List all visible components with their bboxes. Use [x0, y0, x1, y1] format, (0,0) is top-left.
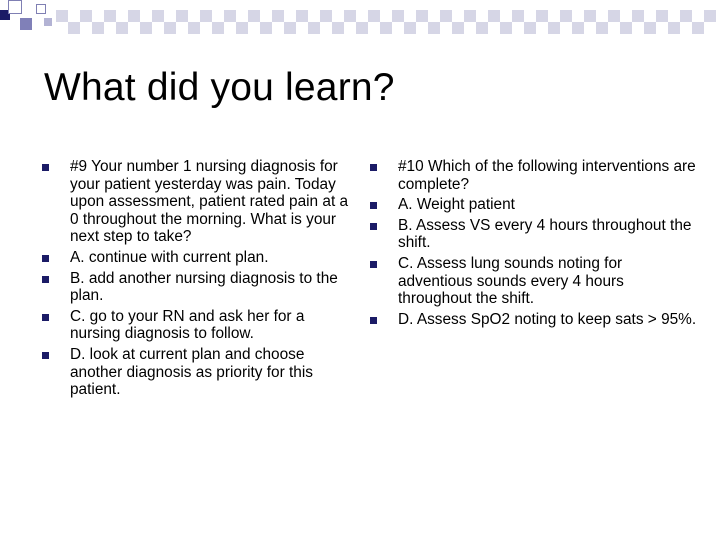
- band-cell: [248, 22, 260, 34]
- band-cell: [128, 10, 140, 22]
- band-cell: [176, 22, 188, 34]
- band-cell: [656, 10, 668, 22]
- band-cell: [104, 10, 116, 22]
- band-cell: [428, 10, 440, 22]
- band-cell: [56, 22, 68, 34]
- band-row: [56, 10, 720, 22]
- band-cell: [320, 10, 332, 22]
- square-bullet-icon: [42, 164, 49, 171]
- header-band: [56, 10, 720, 34]
- band-cell: [344, 10, 356, 22]
- band-cell: [80, 10, 92, 22]
- band-cell: [140, 10, 152, 22]
- band-cell: [176, 10, 188, 22]
- band-cell: [524, 10, 536, 22]
- square-bullet-icon: [370, 164, 377, 171]
- band-cell: [152, 10, 164, 22]
- band-cell: [536, 10, 548, 22]
- band-cell: [404, 10, 416, 22]
- band-cell: [596, 22, 608, 34]
- band-cell: [644, 22, 656, 34]
- bullet-item: [41, 270, 353, 305]
- band-cell: [116, 22, 128, 34]
- band-cell: [476, 10, 488, 22]
- band-cell: [92, 10, 104, 22]
- band-cell: [572, 22, 584, 34]
- band-cell: [56, 10, 68, 22]
- band-cell: [164, 10, 176, 22]
- band-cell: [296, 22, 308, 34]
- band-cell: [428, 22, 440, 34]
- slide-title: What did you learn?: [44, 66, 395, 109]
- band-cell: [212, 22, 224, 34]
- corner-square-light: [44, 18, 52, 26]
- band-cell: [404, 22, 416, 34]
- band-cell: [272, 10, 284, 22]
- band-cell: [140, 22, 152, 34]
- bullet-text: A. Weight patient: [398, 196, 515, 214]
- band-cell: [572, 10, 584, 22]
- band-cell: [500, 10, 512, 22]
- band-cell: [296, 10, 308, 22]
- right-bullet-list: [369, 158, 699, 331]
- band-cell: [272, 22, 284, 34]
- band-cell: [584, 22, 596, 34]
- band-cell: [380, 22, 392, 34]
- band-cell: [596, 10, 608, 22]
- bullet-item: [369, 217, 699, 252]
- square-bullet-icon: [42, 255, 49, 262]
- band-cell: [356, 10, 368, 22]
- band-cell: [620, 22, 632, 34]
- band-cell: [320, 22, 332, 34]
- band-cell: [488, 10, 500, 22]
- band-cell: [188, 22, 200, 34]
- bullet-text: D. look at current plan and choose another diagnosis as priority for this patient.: [70, 345, 313, 399]
- band-cell: [668, 10, 680, 22]
- band-cell: [692, 10, 704, 22]
- bullet-text: A. continue with current plan.: [70, 248, 269, 266]
- band-cell: [224, 22, 236, 34]
- bullet-item: [41, 158, 353, 246]
- bullet-item: [41, 346, 353, 399]
- band-cell: [500, 22, 512, 34]
- band-cell: [164, 22, 176, 34]
- band-cell: [68, 10, 80, 22]
- band-cell: [680, 22, 692, 34]
- bullet-text: #9 Your number 1 nursing diagnosis for your patient yesterday was pain. Today upon assessment, patient rated pain at a 0 throughout the morning. What is your next step to take?: [70, 158, 349, 246]
- band-cell: [380, 10, 392, 22]
- band-cell: [260, 22, 272, 34]
- bullet-text: #10 Which of the following interventions are complete?: [398, 158, 696, 193]
- bullet-text: B. Assess VS every 4 hours throughout the shift.: [398, 216, 692, 252]
- band-cell: [92, 22, 104, 34]
- band-cell: [632, 10, 644, 22]
- band-cell: [440, 10, 452, 22]
- band-cell: [104, 22, 116, 34]
- band-cell: [416, 22, 428, 34]
- band-cell: [356, 22, 368, 34]
- square-bullet-icon: [370, 202, 377, 209]
- band-cell: [584, 10, 596, 22]
- corner-square-outline-small: [36, 4, 46, 14]
- band-cell: [200, 22, 212, 34]
- band-cell: [116, 10, 128, 22]
- band-cell: [464, 10, 476, 22]
- band-cell: [536, 22, 548, 34]
- band-cell: [308, 22, 320, 34]
- band-cell: [656, 22, 668, 34]
- band-cell: [476, 22, 488, 34]
- square-bullet-icon: [42, 314, 49, 321]
- band-cell: [692, 22, 704, 34]
- band-cell: [284, 22, 296, 34]
- band-cell: [188, 10, 200, 22]
- band-cell: [248, 10, 260, 22]
- bullet-item: [369, 311, 699, 329]
- bullet-text: C. go to your RN and ask her for a nursing diagnosis to follow.: [70, 307, 305, 343]
- band-cell: [524, 22, 536, 34]
- band-cell: [224, 10, 236, 22]
- band-cell: [452, 10, 464, 22]
- band-cell: [308, 10, 320, 22]
- corner-square-outline: [8, 0, 22, 14]
- band-cell: [608, 10, 620, 22]
- band-cell: [368, 10, 380, 22]
- band-cell: [644, 10, 656, 22]
- band-cell: [212, 10, 224, 22]
- band-cell: [548, 22, 560, 34]
- band-cell: [152, 22, 164, 34]
- band-cell: [332, 22, 344, 34]
- band-cell: [236, 22, 248, 34]
- bullet-item: [369, 255, 699, 308]
- square-bullet-icon: [42, 276, 49, 283]
- bullet-item: [41, 308, 353, 343]
- band-cell: [440, 22, 452, 34]
- band-cell: [560, 22, 572, 34]
- square-bullet-icon: [370, 261, 377, 268]
- band-cell: [548, 10, 560, 22]
- band-cell: [668, 22, 680, 34]
- band-cell: [332, 10, 344, 22]
- band-cell: [284, 10, 296, 22]
- bullet-text: C. Assess lung sounds noting for adventious sounds every 4 hours throughout the shift.: [398, 254, 624, 308]
- band-cell: [392, 10, 404, 22]
- band-row: [56, 22, 720, 34]
- band-cell: [560, 10, 572, 22]
- band-cell: [464, 22, 476, 34]
- band-cell: [512, 10, 524, 22]
- band-cell: [392, 22, 404, 34]
- band-cell: [200, 10, 212, 22]
- left-bullet-list: [41, 158, 353, 402]
- band-cell: [128, 22, 140, 34]
- bullet-text: B. add another nursing diagnosis to the plan.: [70, 269, 338, 305]
- bullet-item: [369, 196, 699, 214]
- band-cell: [344, 22, 356, 34]
- band-cell: [680, 10, 692, 22]
- band-cell: [704, 22, 716, 34]
- band-cell: [416, 10, 428, 22]
- band-cell: [608, 22, 620, 34]
- bullet-text: D. Assess SpO2 noting to keep sats > 95%.: [398, 310, 697, 328]
- square-bullet-icon: [42, 352, 49, 359]
- band-cell: [488, 22, 500, 34]
- band-cell: [704, 10, 716, 22]
- band-cell: [632, 22, 644, 34]
- band-cell: [620, 10, 632, 22]
- band-cell: [368, 22, 380, 34]
- bullet-item: [369, 158, 699, 193]
- band-cell: [452, 22, 464, 34]
- band-cell: [236, 10, 248, 22]
- corner-square-mid: [20, 18, 32, 30]
- bullet-item: [41, 249, 353, 267]
- band-cell: [512, 22, 524, 34]
- square-bullet-icon: [370, 317, 377, 324]
- band-cell: [68, 22, 80, 34]
- square-bullet-icon: [370, 223, 377, 230]
- band-cell: [260, 10, 272, 22]
- band-cell: [80, 22, 92, 34]
